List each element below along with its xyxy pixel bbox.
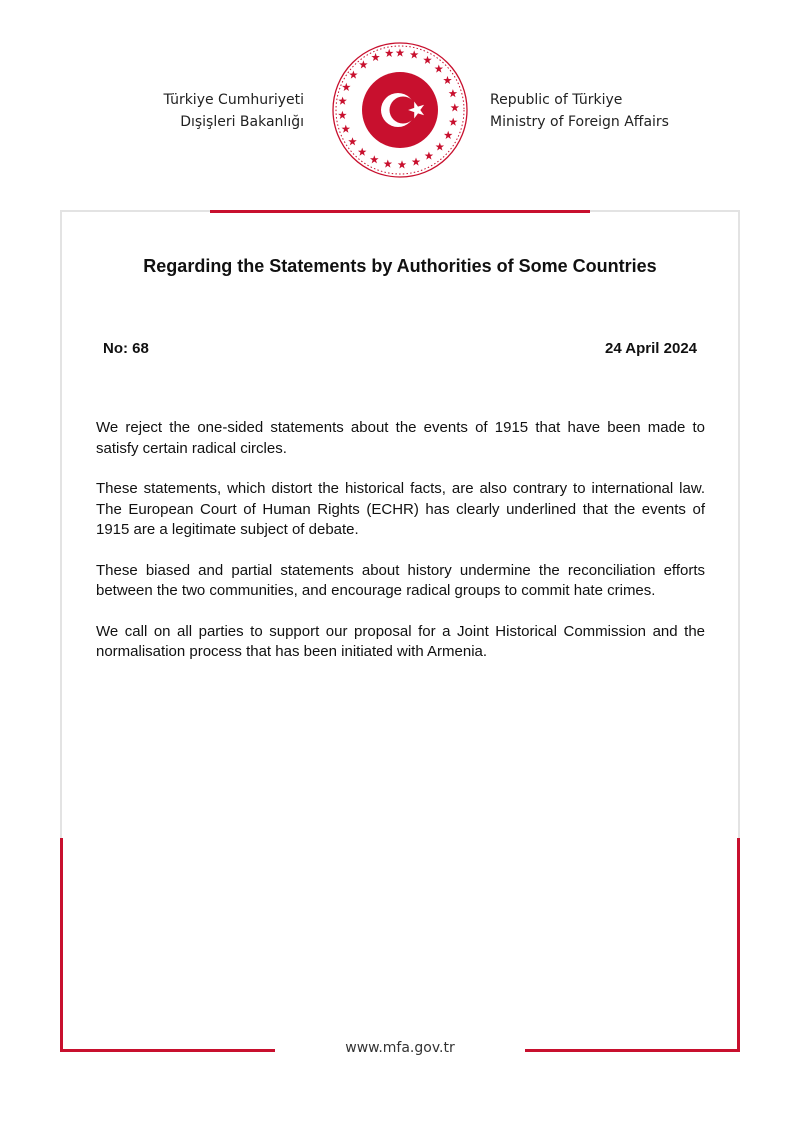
frame-left-accent [60, 838, 63, 1052]
ministry-name-turkish-line1: Türkiye Cumhuriyeti [163, 92, 304, 108]
document-body [96, 418, 705, 683]
website-link[interactable]: www.mfa.gov.tr [345, 1040, 455, 1056]
ministry-name-turkish-line2: Dışişleri Bakanlığı [180, 114, 304, 130]
document-title: Regarding the Statements by Authorities of Some Countries [143, 256, 657, 276]
ministry-name-turkish [163, 89, 304, 133]
body-paragraph: We call on all parties to support our proposal for a Joint Historical Commission and the normalisation process that has been initiated with Armenia. [96, 622, 705, 660]
document-date: 24 April 2024 [605, 340, 697, 357]
crescent-star-emblem-icon [330, 40, 470, 180]
frame-right-accent [737, 838, 740, 1052]
document-number: No: 68 [103, 340, 149, 357]
ministry-name-english-line1: Republic of Türkiye [490, 92, 623, 108]
ministry-name-english [490, 89, 669, 133]
frame-top-accent [210, 210, 590, 213]
body-paragraph: These biased and partial statements about history undermine the reconciliation efforts between the two communities, and encourage radical groups to commit hate crimes. [96, 561, 705, 599]
body-paragraph: These statements, which distort the historical facts, are also contrary to international law. The European Court of Human Rights (ECHR) has clearly underlined that the events of 1915 are a legitimate subject of debate. [96, 480, 705, 538]
body-paragraph: We reject the one-sided statements about the events of 1915 that have been made to satisfy certain radical circles. [96, 419, 705, 457]
ministry-name-english-line2: Ministry of Foreign Affairs [490, 114, 669, 130]
